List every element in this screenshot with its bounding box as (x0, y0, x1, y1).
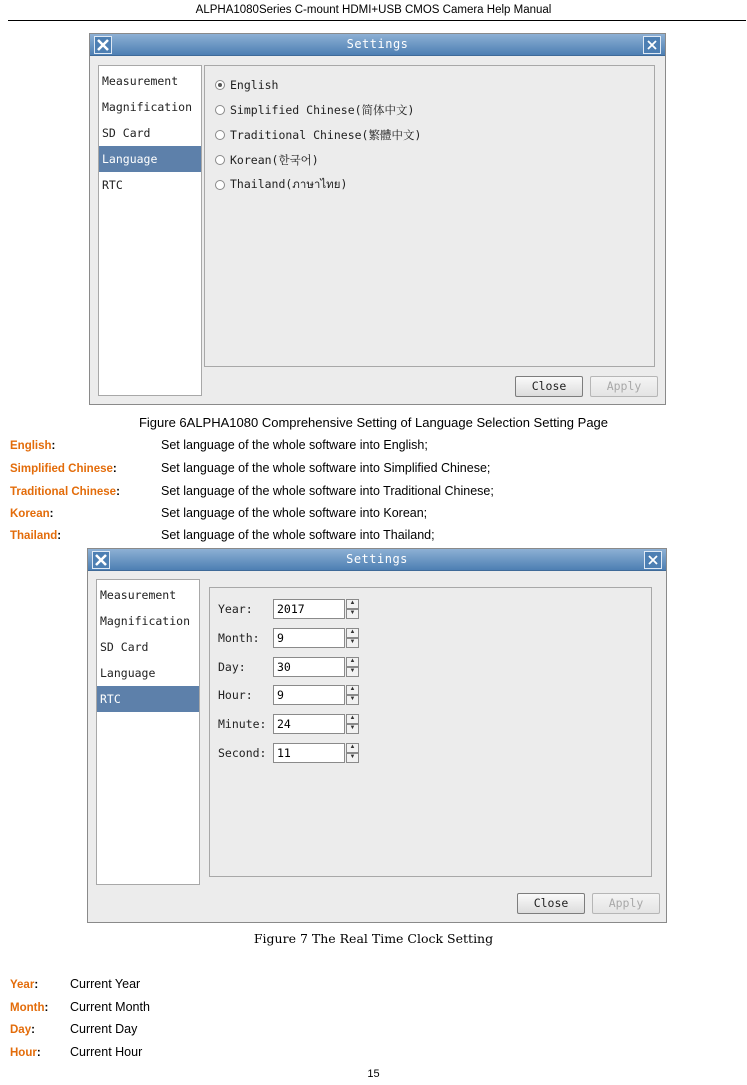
nav-item-language[interactable]: Language (99, 146, 201, 172)
hour-stepper[interactable] (346, 685, 359, 705)
page-number: 15 (367, 1068, 380, 1080)
definition-text: Current Hour (70, 1045, 143, 1059)
hour-row (218, 684, 359, 706)
radio-unselected-icon (215, 155, 225, 165)
definition-term: Korean (10, 508, 50, 520)
radio-korean[interactable] (215, 151, 319, 169)
definition-text: Set language of the whole software into Thailand; (161, 528, 435, 542)
figure-caption-7: Figure 7 The Real Time Clock Setting (253, 931, 494, 946)
close-icon[interactable] (644, 551, 662, 569)
settings-dialog-rtc (87, 548, 667, 923)
spin-up-icon[interactable]: ▲ (346, 714, 359, 724)
definition-text: Set language of the whole software into English; (161, 438, 428, 452)
nav-item-measurement[interactable]: Measurement (102, 74, 179, 88)
spin-down-icon[interactable]: ▼ (346, 695, 359, 705)
radio-english[interactable] (215, 76, 278, 94)
radio-label: Thailand(ภาษาไทย) (230, 177, 348, 191)
field-label: Year: (218, 602, 253, 616)
definition-term: Thailand (10, 530, 58, 542)
nav-item-language[interactable]: Language (100, 666, 156, 680)
close-button[interactable]: Close (517, 893, 585, 914)
spin-down-icon[interactable]: ▼ (346, 638, 359, 648)
hour-input[interactable]: 9 (273, 685, 345, 705)
definition-simplified-chinese: Simplified Chinese: Set language of the whole software into Simplified Chinese; (10, 461, 491, 475)
title-bar (90, 34, 665, 56)
field-label: Day: (218, 660, 246, 674)
radio-label: Simplified Chinese(简体中文) (230, 103, 415, 117)
definition-text: Set language of the whole software into Traditional Chinese; (161, 484, 494, 498)
definition-korean: Korean: Set language of the whole software into Korean; (10, 506, 428, 520)
nav-item-sd-card[interactable]: SD Card (100, 640, 149, 654)
spin-down-icon[interactable]: ▼ (346, 724, 359, 734)
year-input[interactable]: 2017 (273, 599, 345, 619)
second-input[interactable]: 11 (273, 743, 345, 763)
nav-item-rtc[interactable]: RTC (97, 686, 199, 712)
dialog-title: Settings (346, 552, 408, 566)
radio-label: English (230, 78, 279, 92)
definition-month: Month: Current Month (10, 1000, 150, 1014)
day-stepper[interactable] (346, 657, 359, 677)
settings-nav (96, 579, 200, 885)
radio-unselected-icon (215, 105, 225, 115)
definition-term: Traditional Chinese (10, 486, 117, 498)
nav-item-sd-card[interactable]: SD Card (102, 126, 151, 140)
definition-term: English (10, 440, 52, 452)
nav-item-rtc[interactable]: RTC (102, 178, 123, 192)
month-stepper[interactable] (346, 628, 359, 648)
page-header: ALPHA1080Series C-mount HDMI+USB CMOS Camera Help Manual (195, 4, 552, 16)
spin-down-icon[interactable]: ▼ (346, 609, 359, 619)
nav-item-magnification[interactable]: Magnification (102, 100, 193, 114)
radio-label: Korean(한국어) (230, 153, 319, 167)
second-stepper[interactable] (346, 743, 359, 763)
rtc-panel (209, 587, 652, 877)
definition-text: Set language of the whole software into Korean; (161, 506, 428, 520)
spin-down-icon[interactable]: ▼ (346, 667, 359, 677)
field-label: Hour: (218, 688, 253, 702)
spin-down-icon[interactable]: ▼ (346, 753, 359, 763)
definition-term: Simplified Chinese (10, 463, 113, 475)
radio-label: Traditional Chinese(繁體中文) (230, 128, 422, 142)
definition-term: Day (10, 1024, 32, 1036)
definition-thailand: Thailand: Set language of the whole software into Thailand; (10, 528, 435, 542)
definition-term: Year (10, 979, 35, 991)
spin-up-icon[interactable]: ▲ (346, 657, 359, 667)
radio-selected-icon (215, 80, 225, 90)
day-row (218, 656, 359, 678)
header-rule (8, 20, 746, 21)
definition-text: Set language of the whole software into Simplified Chinese; (161, 461, 491, 475)
language-panel (204, 65, 655, 367)
spin-up-icon[interactable]: ▲ (346, 628, 359, 638)
definition-text: Current Year (70, 977, 141, 991)
definition-text: Current Day (70, 1022, 138, 1036)
apply-button[interactable]: Apply (592, 893, 660, 914)
second-row (218, 742, 359, 764)
field-label: Month: (218, 631, 260, 645)
definition-year: Year: Current Year (10, 977, 141, 991)
minute-row (218, 713, 359, 735)
title-bar (88, 549, 666, 571)
definition-hour: Hour: Current Hour (10, 1045, 143, 1059)
nav-item-measurement[interactable]: Measurement (100, 588, 177, 602)
definition-english: English: Set language of the whole software into English; (10, 438, 428, 452)
spin-up-icon[interactable]: ▲ (346, 685, 359, 695)
field-label: Minute: (218, 717, 267, 731)
radio-traditional-chinese[interactable] (215, 126, 421, 144)
spin-up-icon[interactable]: ▲ (346, 599, 359, 609)
definition-text: Current Month (70, 1000, 150, 1014)
month-input[interactable]: 9 (273, 628, 345, 648)
radio-unselected-icon (215, 130, 225, 140)
field-label: Second: (218, 746, 267, 760)
radio-thailand[interactable] (215, 176, 347, 194)
figure-caption-6: Figure 6ALPHA1080 Comprehensive Setting of Language Selection Setting Page (138, 415, 609, 430)
year-stepper[interactable] (346, 599, 359, 619)
month-row (218, 627, 359, 649)
dialog-title: Settings (346, 37, 409, 51)
definition-traditional-chinese: Traditional Chinese: Set language of the whole software into Traditional Chinese; (10, 484, 494, 498)
nav-item-magnification[interactable]: Magnification (100, 614, 191, 628)
spin-up-icon[interactable]: ▲ (346, 743, 359, 753)
minute-input[interactable]: 24 (273, 714, 345, 734)
minute-stepper[interactable] (346, 714, 359, 734)
radio-unselected-icon (215, 180, 225, 190)
definition-term: Hour (10, 1047, 37, 1059)
settings-dialog-language (89, 33, 666, 405)
definition-day: Day: Current Day (10, 1022, 138, 1036)
close-button[interactable]: Close (515, 376, 583, 397)
definition-term: Month (10, 1002, 45, 1014)
settings-nav (98, 65, 202, 396)
year-row (218, 598, 359, 620)
radio-simplified-chinese[interactable] (215, 101, 414, 119)
close-icon[interactable] (643, 36, 661, 54)
apply-button[interactable]: Apply (590, 376, 658, 397)
day-input[interactable]: 30 (273, 657, 345, 677)
